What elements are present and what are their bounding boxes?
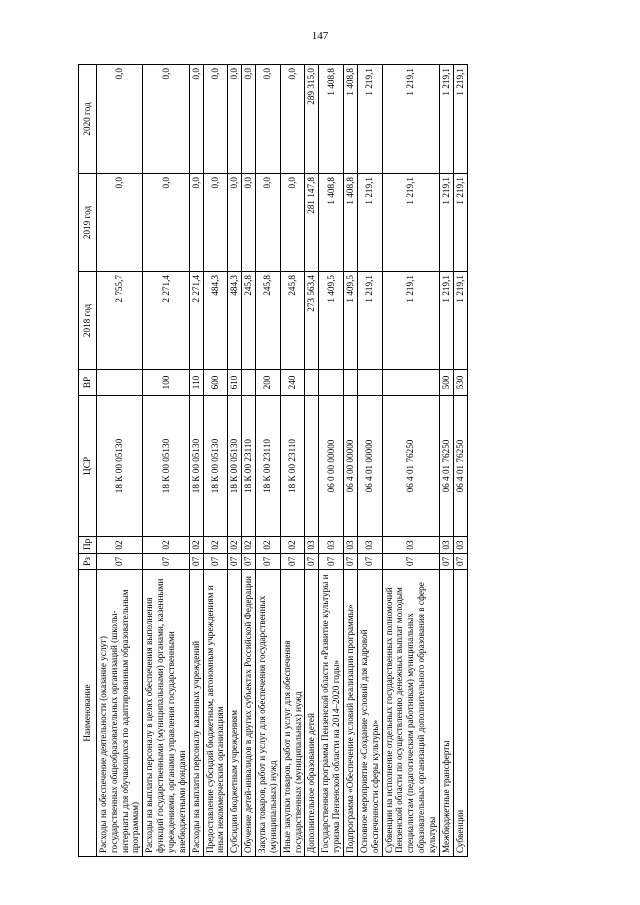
budget-table [78,64,468,857]
header-vr: ВР [79,370,97,396]
cell-2018: 1 219,1 [382,272,439,370]
cell-csr [305,396,319,537]
cell-2019: 0,0 [143,174,189,272]
cell-2018: 1 409,5 [319,272,344,370]
cell-2018: 245,8 [256,272,281,370]
cell-2019: 0,0 [189,174,203,272]
cell-csr: 06 4 01 76250 [439,396,453,537]
cell-csr: 06 4 01 76250 [382,396,439,537]
page-number: 147 [311,30,329,42]
cell-pr: 02 [228,537,242,554]
cell-2019: 1 219,1 [439,174,453,272]
cell-vr: 200 [256,370,281,396]
rotated-table-container [78,65,560,857]
cell-pr: 03 [439,537,453,554]
cell-2020: 1 219,1 [382,65,439,174]
cell-vr: 110 [189,370,203,396]
cell-rz: 07 [319,554,344,570]
cell-2019: 1 219,1 [453,174,467,272]
cell-2018: 245,8 [280,272,305,370]
cell-csr: 18 К 00 05130 [143,396,189,537]
header-row [79,65,97,857]
cell-rz: 07 [143,554,189,570]
cell-pr: 02 [143,537,189,554]
cell-2019: 0,0 [203,174,228,272]
cell-pr: 03 [319,537,344,554]
cell-vr: 530 [453,370,467,396]
cell-name: Расходы на обеспечение деятельности (оказание услуг) государственных общеобразовательных организаций (школы-интернаты для обучающихся по адаптированным образовательным программам) [96,570,142,857]
cell-rz: 07 [305,554,319,570]
cell-pr: 02 [203,537,228,554]
cell-pr: 03 [453,537,467,554]
cell-csr: 18 К 00 23110 [242,396,256,537]
cell-vr: 600 [203,370,228,396]
cell-2019: 0,0 [256,174,281,272]
table-row [143,65,189,857]
cell-csr: 18 К 00 05130 [96,396,142,537]
cell-2020: 1 408,8 [344,65,358,174]
cell-name: Государственная программа Пензенской области «Развитие культуры и туризма Пензенской области на 2014–2020 годы» [319,570,344,857]
cell-vr [242,370,256,396]
cell-pr: 02 [189,537,203,554]
cell-2019: 1 408,8 [319,174,344,272]
cell-2020: 0,0 [203,65,228,174]
cell-2019: 0,0 [242,174,256,272]
cell-rz: 07 [242,554,256,570]
cell-name: Основное мероприятие «Создание условий для кадровой обеспеченности сферы культуры» [357,570,382,857]
cell-2019: 0,0 [228,174,242,272]
cell-name: Субвенции [453,570,467,857]
cell-name: Закупка товаров, работ и услуг для обеспечения государственных (муниципальных) нужд [256,570,281,857]
table-row [228,65,242,857]
cell-csr: 06 4 01 76250 [453,396,467,537]
cell-pr: 02 [280,537,305,554]
table-row [382,65,439,857]
cell-2018: 2 271,4 [143,272,189,370]
cell-2020: 1 219,1 [357,65,382,174]
cell-name: Субвенции на исполнение отдельных государственных полномочий Пензенской области по осуществлению денежных выплат молодым специалистам (педагогическим работникам) муниципальных образовательных организаций дополнительного образования в сфере культуры [382,570,439,857]
cell-name: Субсидии бюджетным учреждениям [228,570,242,857]
cell-csr: 18 К 00 05130 [203,396,228,537]
table-row [242,65,256,857]
cell-2018: 1 219,1 [357,272,382,370]
cell-2019: 0,0 [96,174,142,272]
cell-2020: 0,0 [143,65,189,174]
table-row [96,65,142,857]
cell-2018: 1 409,5 [344,272,358,370]
cell-2018: 2 271,4 [189,272,203,370]
cell-name: Расходы на выплаты персоналу в целях обеспечения выполнения функций государственными (муниципальными) органами, казенными учреждениями, органами управления государственными внебюджетными фондами [143,570,189,857]
cell-rz: 07 [228,554,242,570]
header-rz: Рз [79,554,97,570]
cell-2020: 0,0 [96,65,142,174]
table-row [319,65,344,857]
cell-2018: 484,3 [228,272,242,370]
cell-rz: 07 [256,554,281,570]
cell-2018: 1 219,1 [439,272,453,370]
cell-vr: 610 [228,370,242,396]
table-row [439,65,453,857]
cell-2018: 245,8 [242,272,256,370]
cell-2020: 1 219,1 [453,65,467,174]
cell-2019: 1 408,8 [344,174,358,272]
cell-csr: 18 К 00 23110 [280,396,305,537]
cell-2020: 0,0 [242,65,256,174]
cell-rz: 07 [344,554,358,570]
cell-2018: 484,3 [203,272,228,370]
cell-2019: 0,0 [280,174,305,272]
cell-vr [344,370,358,396]
cell-name: Иные закупки товаров, работ и услуг для обеспечения государственных (муниципальных) нужд [280,570,305,857]
header-csr: ЦСР [79,396,97,537]
cell-rz: 07 [453,554,467,570]
cell-csr: 18 К 00 05130 [228,396,242,537]
header-name: Наименование [79,570,97,857]
header-2020: 2020 год [79,65,97,174]
cell-2020: 1 219,1 [439,65,453,174]
cell-rz: 07 [357,554,382,570]
cell-name: Межбюджетные трансферты [439,570,453,857]
table-row [280,65,305,857]
header-pr: Пр [79,537,97,554]
cell-csr: 06 0 00 00000 [319,396,344,537]
cell-vr [319,370,344,396]
cell-csr: 18 К 00 05130 [189,396,203,537]
cell-2020: 0,0 [228,65,242,174]
cell-vr: 500 [439,370,453,396]
cell-name: Расходы на выплаты персоналу казенных учреждений [189,570,203,857]
cell-vr [357,370,382,396]
cell-pr: 03 [344,537,358,554]
cell-rz: 07 [96,554,142,570]
cell-pr: 03 [305,537,319,554]
cell-name: Обучение детей-инвалидов в других субъектах Российской Федерации [242,570,256,857]
cell-vr: 100 [143,370,189,396]
cell-vr [382,370,439,396]
table-row [453,65,467,857]
cell-rz: 07 [203,554,228,570]
cell-csr: 06 4 00 00000 [344,396,358,537]
cell-csr: 18 К 00 23110 [256,396,281,537]
cell-name: Предоставление субсидий бюджетным, автономным учреждениям и иным некоммерческим организациям [203,570,228,857]
cell-2020: 0,0 [280,65,305,174]
table-row [357,65,382,857]
cell-pr: 03 [382,537,439,554]
table-row [344,65,358,857]
header-2018: 2018 год [79,272,97,370]
cell-2018: 2 755,7 [96,272,142,370]
cell-2020: 289 315,0 [305,65,319,174]
cell-2019: 1 219,1 [357,174,382,272]
cell-vr [305,370,319,396]
cell-2019: 1 219,1 [382,174,439,272]
cell-rz: 07 [189,554,203,570]
cell-rz: 07 [382,554,439,570]
cell-vr: 240 [280,370,305,396]
table-row [305,65,319,857]
cell-vr [96,370,142,396]
cell-2019: 281 147,8 [305,174,319,272]
cell-pr: 02 [96,537,142,554]
cell-rz: 07 [439,554,453,570]
table-row [256,65,281,857]
cell-2020: 0,0 [256,65,281,174]
cell-name: Подпрограмма «Обеспечение условий реализации программы» [344,570,358,857]
cell-pr: 02 [242,537,256,554]
table-row [189,65,203,857]
cell-2020: 0,0 [189,65,203,174]
cell-2020: 1 408,8 [319,65,344,174]
table-row [203,65,228,857]
cell-name: Дополнительное образование детей [305,570,319,857]
cell-2018: 1 219,1 [453,272,467,370]
cell-csr: 06 4 01 00000 [357,396,382,537]
cell-pr: 03 [357,537,382,554]
cell-2018: 273 563,4 [305,272,319,370]
cell-pr: 02 [256,537,281,554]
header-2019: 2019 год [79,174,97,272]
cell-rz: 07 [280,554,305,570]
